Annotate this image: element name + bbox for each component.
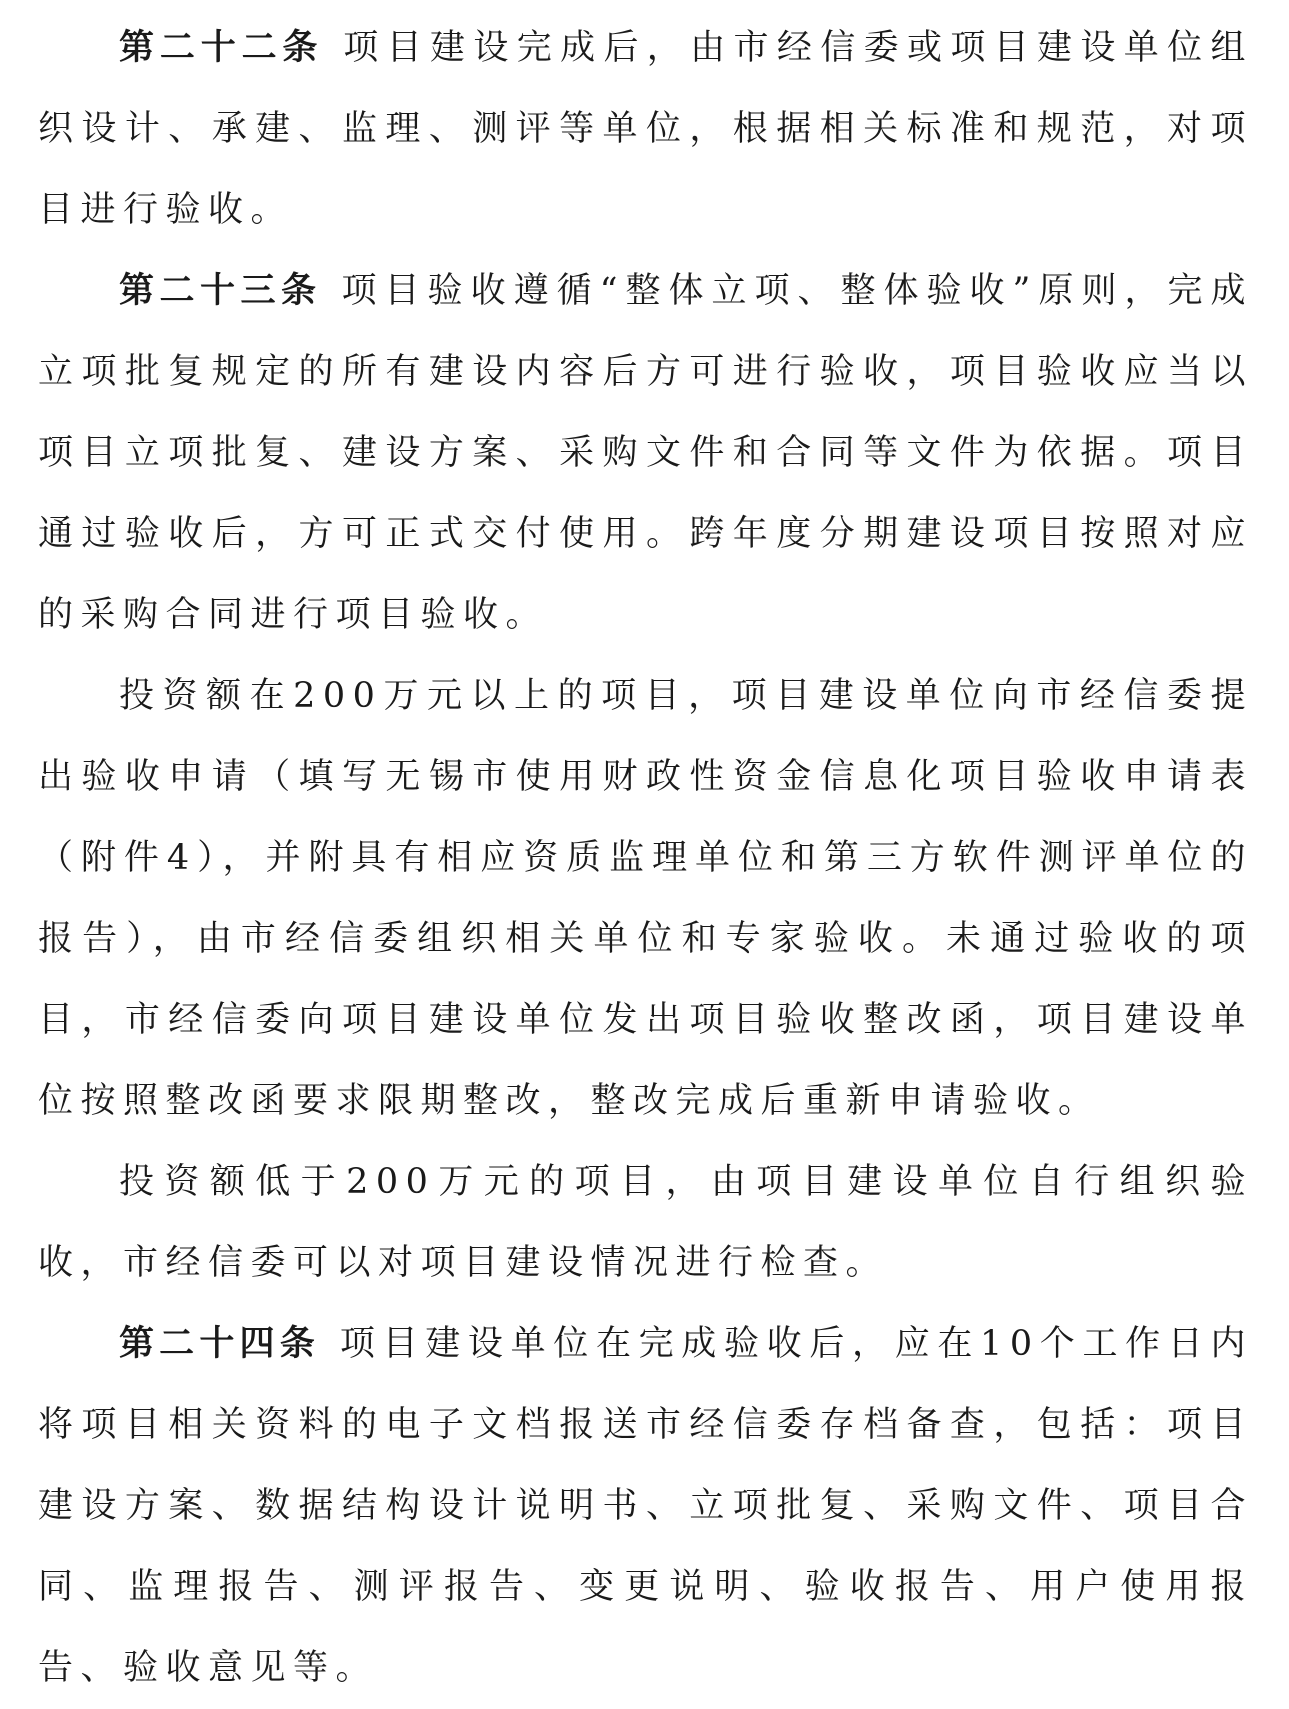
article-22-text: 项目建设完成后，由市经信委或项目建设单位组织设计、承建、监理、测评等单位，根据相关标准和规范，对项目进行验收。 [38, 28, 1253, 230]
article-22-heading: 第二十二条 [119, 28, 324, 68]
investment-above-200-text: 投资额在200万元以上的项目，项目建设单位向市经信委提出验收申请（填写无锡市使用财政性资金信息化项目验收申请表（附件4），并附具有相应资质监理单位和第三方软件测评单位的报告），由市经信委组织相关单位和专家验收。未通过验收的项目，市经信委向项目建设单位发出项目验收整改函，项目建设单位按照整改函要求限期整改，整改完成后重新申请验收。 [38, 676, 1253, 1121]
investment-above-200-paragraph [38, 656, 1253, 1142]
article-24-heading: 第二十四条 [119, 1324, 320, 1364]
investment-below-200-paragraph [38, 1142, 1253, 1304]
article-22-paragraph [38, 8, 1253, 251]
article-24-text: 项目建设单位在完成验收后，应在10个工作日内将项目相关资料的电子文档报送市经信委存档备查，包括：项目建设方案、数据结构设计说明书、立项批复、采购文件、项目合同、监理报告、测评报告、变更说明、验收报告、用户使用报告、验收意见等。 [38, 1324, 1253, 1688]
article-23-paragraph [38, 251, 1253, 656]
article-23-text: 项目验收遵循“整体立项、整体验收”原则，完成立项批复规定的所有建设内容后方可进行验收，项目验收应当以项目立项批复、建设方案、采购文件和合同等文件为依据。项目通过验收后，方可正式交付使用。跨年度分期建设项目按照对应的采购合同进行项目验收。 [38, 271, 1253, 635]
document-page [38, 8, 1253, 1709]
article-24-paragraph [38, 1304, 1253, 1709]
article-23-heading: 第二十三条 [119, 271, 322, 311]
investment-below-200-text: 投资额低于200万元的项目，由项目建设单位自行组织验收，市经信委可以对项目建设情况进行检查。 [38, 1162, 1253, 1283]
